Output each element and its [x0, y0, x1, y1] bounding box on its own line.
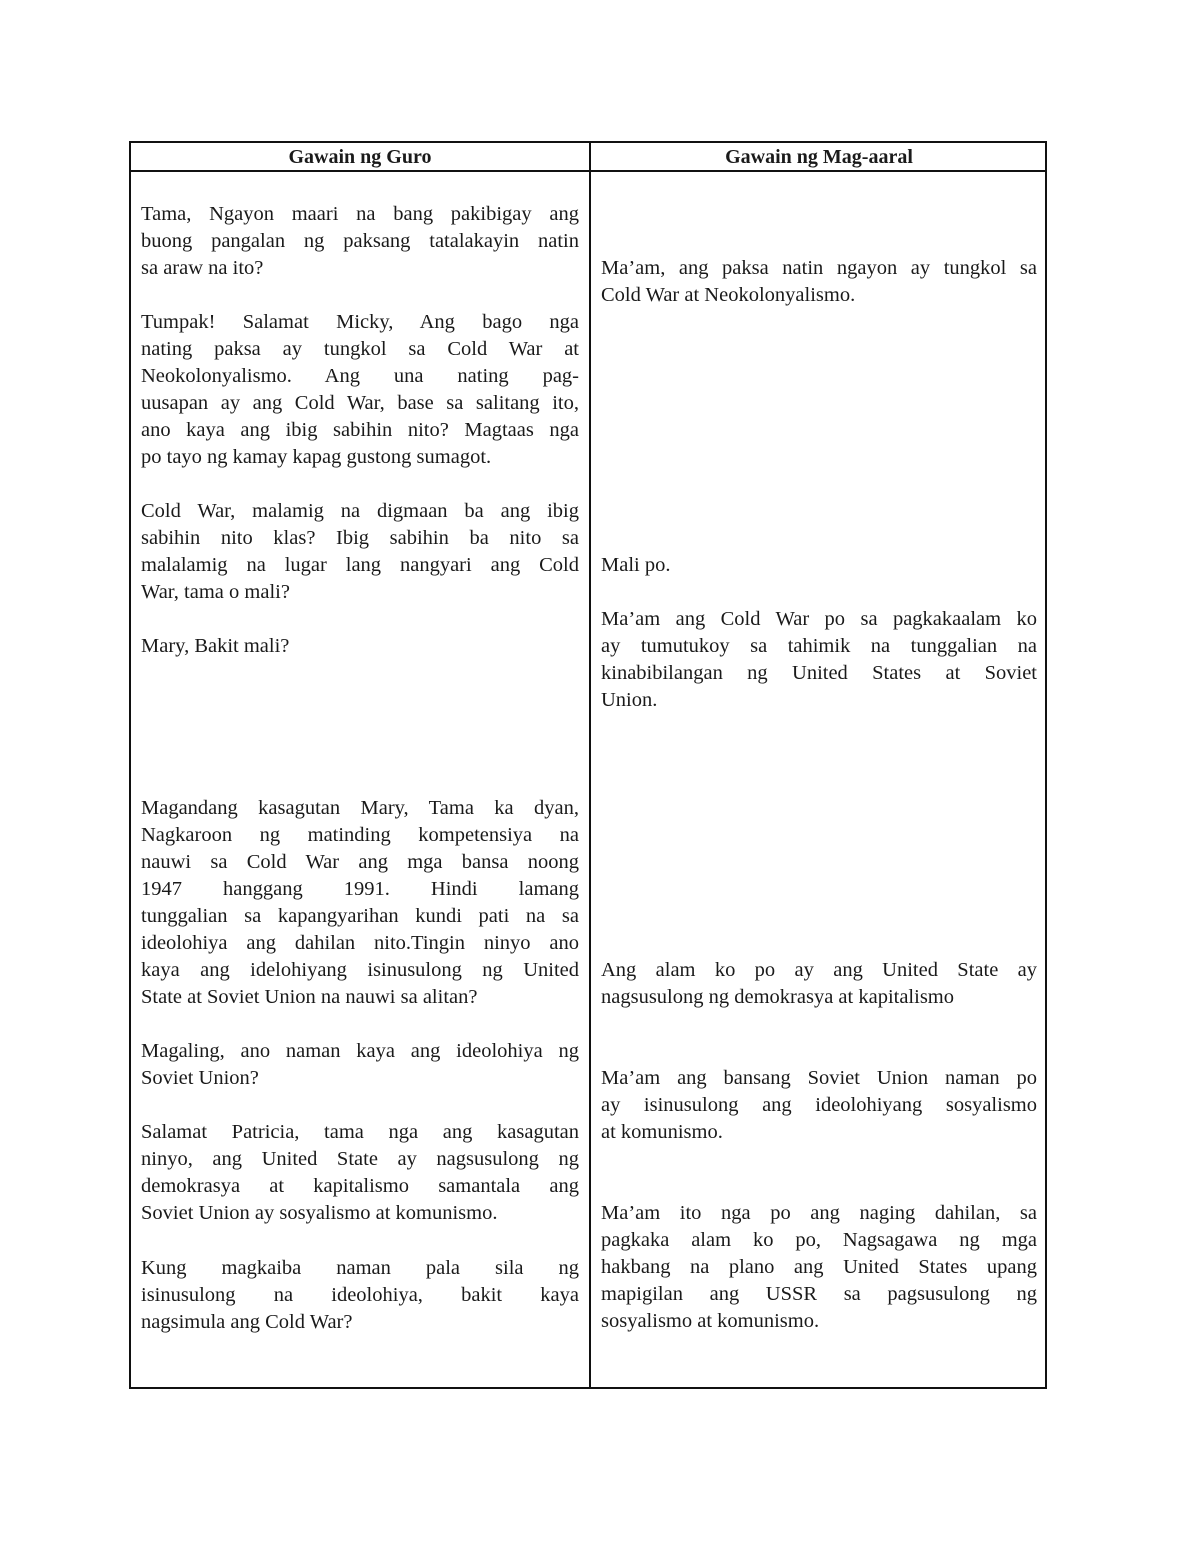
- teacher-paragraph: [141, 795, 579, 1011]
- text-line: 1947 hanggang 1991. Hindi lamang: [141, 878, 579, 900]
- teacher-paragraph: [141, 1038, 579, 1092]
- text-line: Magandang kasagutan Mary, Tama ka dyan,: [141, 797, 579, 819]
- text-line: Soviet Union ay sosyalismo at komunismo.: [141, 1202, 498, 1224]
- student-paragraph: [601, 1065, 1037, 1146]
- text-line: Union.: [601, 689, 658, 711]
- text-line: hakbang na plano ang United States upang: [601, 1256, 1037, 1278]
- teacher-paragraph: [141, 309, 579, 471]
- text-line: nauwi sa Cold War ang mga bansa noong: [141, 851, 579, 873]
- text-line: Cold War at Neokolonyalismo.: [601, 284, 856, 306]
- text-line: Ma’am ang bansang Soviet Union naman po: [601, 1067, 1037, 1089]
- header-teacher: Gawain ng Guro: [288, 146, 432, 168]
- student-paragraph: [601, 957, 1037, 1011]
- text-line: Nagkaroon ng matinding kompetensiya na: [141, 824, 579, 846]
- text-line: Ma’am, ang paksa natin ngayon ay tungkol sa: [601, 257, 1037, 279]
- teacher-paragraph: [141, 633, 579, 660]
- student-paragraph: [601, 255, 1037, 309]
- text-line: sa araw na ito?: [141, 257, 264, 279]
- teacher-paragraph: [141, 201, 579, 282]
- text-line: ano kaya ang ibig sabihin nito? Magtaas nga: [141, 419, 579, 441]
- text-line: sosyalismo at komunismo.: [601, 1310, 820, 1332]
- header-divider: [131, 170, 1045, 172]
- text-line: Mali po.: [601, 554, 671, 576]
- student-paragraph: [601, 606, 1037, 714]
- student-paragraph: [601, 1200, 1037, 1335]
- text-line: ay isinusulong ang ideolohiyang sosyalismo: [601, 1094, 1037, 1116]
- header-student: Gawain ng Mag-aaral: [725, 146, 913, 168]
- text-line: demokrasya at kapitalismo samantala ang: [141, 1175, 579, 1197]
- teacher-paragraph: [141, 498, 579, 606]
- text-line: malalamig na lugar lang nangyari ang Cold: [141, 554, 579, 576]
- text-line: uusapan ay ang Cold War, base sa salitang ito,: [141, 392, 579, 414]
- text-line: at komunismo.: [601, 1121, 723, 1143]
- column-divider: [589, 143, 591, 1387]
- text-line: ideolohiya ang dahilan nito.Tingin ninyo ano: [141, 932, 579, 954]
- text-line: Ma’am ang Cold War po sa pagkakaalam ko: [601, 608, 1037, 630]
- text-line: Salamat Patricia, tama nga ang kasagutan: [141, 1121, 579, 1143]
- text-line: isinusulong na ideolohiya, bakit kaya: [141, 1284, 579, 1306]
- text-line: Kung magkaiba naman pala sila ng: [141, 1257, 579, 1279]
- lesson-table: [129, 141, 1047, 1389]
- text-line: nating paksa ay tungkol sa Cold War at: [141, 338, 579, 360]
- text-line: Magaling, ano naman kaya ang ideolohiya ng: [141, 1040, 579, 1062]
- text-line: Cold War, malamig na digmaan ba ang ibig: [141, 500, 579, 522]
- text-line: Soviet Union?: [141, 1067, 259, 1089]
- text-line: Ma’am ito nga po ang naging dahilan, sa: [601, 1202, 1037, 1224]
- text-line: Tumpak! Salamat Micky, Ang bago nga: [141, 311, 579, 333]
- text-line: pagkaka alam ko po, Nagsagawa ng mga: [601, 1229, 1037, 1251]
- text-line: nagsusulong ng demokrasya at kapitalismo: [601, 986, 954, 1008]
- text-line: Ang alam ko po ay ang United State ay: [601, 959, 1037, 981]
- text-line: mapigilan ang USSR sa pagsusulong ng: [601, 1283, 1037, 1305]
- student-paragraph: [601, 552, 1037, 579]
- text-line: po tayo ng kamay kapag gustong sumagot.: [141, 446, 492, 468]
- text-line: ay tumutukoy sa tahimik na tunggalian na: [601, 635, 1037, 657]
- teacher-paragraph: [141, 1255, 579, 1336]
- text-line: ninyo, ang United State ay nagsusulong ng: [141, 1148, 579, 1170]
- text-line: Tama, Ngayon maari na bang pakibigay ang: [141, 203, 579, 225]
- text-line: War, tama o mali?: [141, 581, 290, 603]
- text-line: tunggalian sa kapangyarihan kundi pati na sa: [141, 905, 579, 927]
- text-line: buong pangalan ng paksang tatalakayin natin: [141, 230, 579, 252]
- text-line: kinabibilangan ng United States at Soviet: [601, 662, 1037, 684]
- teacher-paragraph: [141, 1119, 579, 1227]
- text-line: nagsimula ang Cold War?: [141, 1311, 353, 1333]
- text-line: kaya ang idelohiyang isinusulong ng United: [141, 959, 579, 981]
- text-line: sabihin nito klas? Ibig sabihin ba nito sa: [141, 527, 579, 549]
- text-line: Mary, Bakit mali?: [141, 635, 290, 657]
- text-line: State at Soviet Union na nauwi sa alitan?: [141, 986, 478, 1008]
- text-line: Neokolonyalismo. Ang una nating pag-: [141, 365, 579, 387]
